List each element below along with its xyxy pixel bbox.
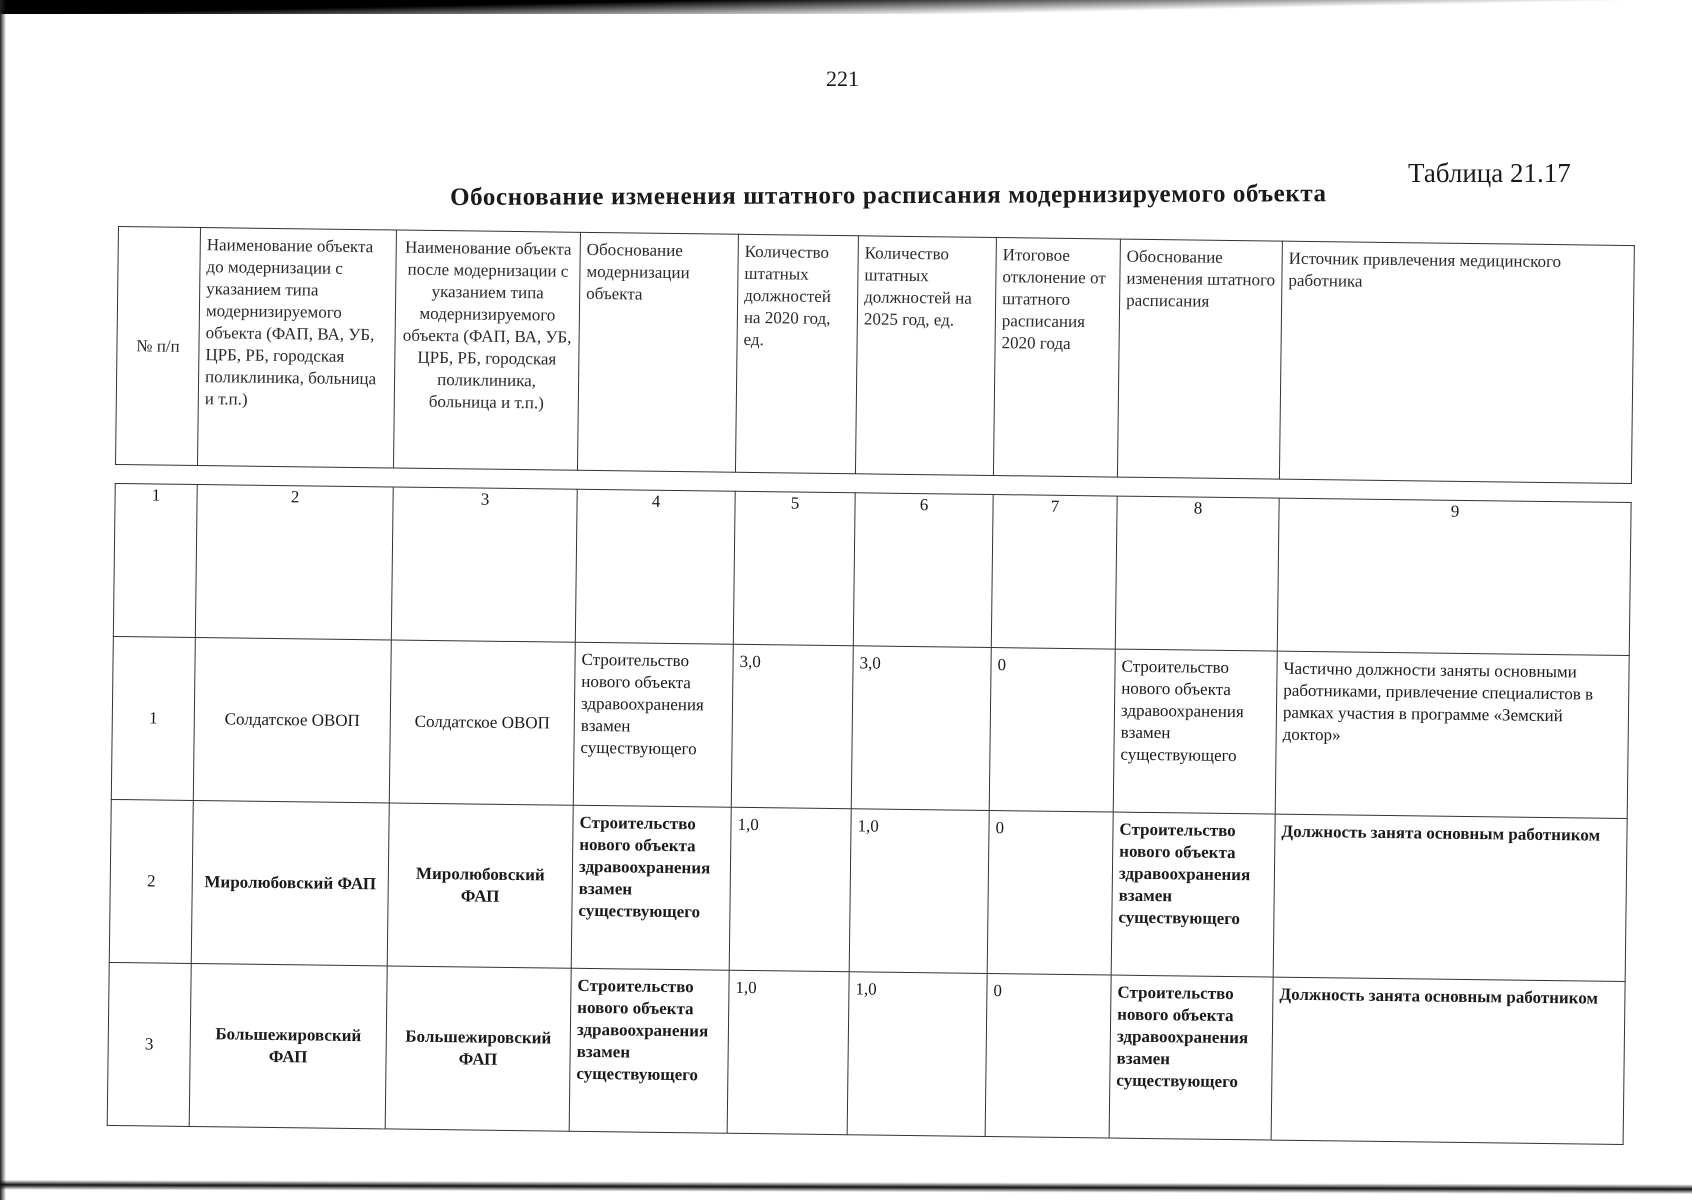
object-before: Большежировский ФАП: [189, 963, 387, 1128]
header-cell-change-reason: Обоснование изменения штатного расписания: [1117, 239, 1282, 479]
object-after: Солдатское ОВОП: [389, 640, 575, 805]
staff-2020: 1,0: [727, 970, 849, 1134]
scan-edge-bottom: [0, 1180, 1692, 1194]
change-reason: Строительство нового объекта здравоохранения взамен существующего: [1109, 975, 1273, 1140]
table-row: [107, 962, 1625, 1144]
header-cell-num: № п/п: [116, 227, 201, 466]
table-row: [109, 799, 1627, 981]
modernization-justification: Строительство нового объекта здравоохранения взамен существующего: [569, 968, 729, 1133]
staffing-table: [107, 226, 1634, 1145]
object-after: Миролюбовский ФАП: [387, 803, 573, 968]
scan-edge-left: [0, 0, 6, 1200]
table-caption: Таблица 21.17: [1408, 158, 1571, 188]
modernization-justification: Строительство нового объекта здравоохранения взамен существующего: [573, 642, 733, 807]
modernization-justification: Строительство нового объекта здравоохранения взамен существующего: [571, 805, 731, 970]
column-number: 7: [991, 495, 1117, 650]
column-number-row: [113, 483, 1631, 655]
row-number: 3: [107, 962, 191, 1126]
column-number: 4: [575, 489, 735, 644]
header-cell-before: Наименование объекта до модернизации с указанием типа модернизируемого объекта (ФАП, ВА, УБ, ЦРБ, РБ, городская поликлиника, больница и т.п.): [197, 228, 396, 468]
table-body: [107, 483, 1632, 1145]
deviation: 0: [989, 648, 1115, 813]
object-before: Миролюбовский ФАП: [191, 800, 389, 965]
table-row: [111, 636, 1629, 818]
header-cell-justification: Обоснование модернизации объекта: [577, 232, 738, 472]
deviation: 0: [985, 973, 1111, 1138]
column-number: 6: [853, 493, 993, 648]
column-number: 8: [1115, 496, 1279, 651]
header-cell-staff-2020: Количество штатных должностей на 2020 год, ед.: [735, 234, 858, 473]
row-number: 2: [109, 799, 193, 963]
staff-2025: 1,0: [849, 809, 989, 974]
object-before: Солдатское ОВОП: [193, 638, 391, 803]
column-number: 2: [195, 485, 393, 640]
deviation: 0: [987, 810, 1113, 975]
object-after: Большежировский ФАП: [385, 966, 571, 1131]
column-number: 5: [733, 491, 855, 645]
document-title: Обоснование изменения штатного расписания модернизируемого объекта: [450, 180, 1327, 211]
table-header: [115, 226, 1635, 484]
change-reason: Строительство нового объекта здравоохранения взамен существующего: [1113, 649, 1277, 814]
header-cell-after: Наименование объекта после модернизации с указанием типа модернизируемого объекта (ФАП, ВА, УБ, ЦРБ, РБ, городская поликлиника, больница и т.п.): [393, 230, 580, 470]
change-reason: Строительство нового объекта здравоохранения взамен существующего: [1111, 812, 1275, 977]
column-number: 3: [391, 487, 577, 642]
scan-edge-top: [0, 0, 1692, 14]
page-number: 221: [826, 66, 859, 91]
column-number: 9: [1277, 498, 1631, 655]
staff-source: Частично должности заняты основными работниками, привлечение специалистов в рамках участия в программе «Земский доктор»: [1275, 651, 1629, 818]
staff-2025: 1,0: [847, 972, 987, 1137]
staff-2025: 3,0: [851, 646, 991, 811]
row-number: 1: [111, 636, 195, 800]
staff-2020: 3,0: [731, 644, 853, 808]
staff-source: Должность занята основным работником: [1273, 814, 1627, 981]
header-cell-source: Источник привлечения медицинского работника: [1279, 241, 1634, 483]
column-number: 1: [113, 483, 197, 637]
header-cell-staff-2025: Количество штатных должностей на 2025 год, ед.: [855, 236, 996, 476]
header-cell-deviation: Итоговое отклонение от штатного расписания 2020 года: [993, 238, 1120, 478]
staff-2020: 1,0: [729, 807, 851, 971]
staff-source: Должность занята основным работником: [1271, 977, 1625, 1144]
